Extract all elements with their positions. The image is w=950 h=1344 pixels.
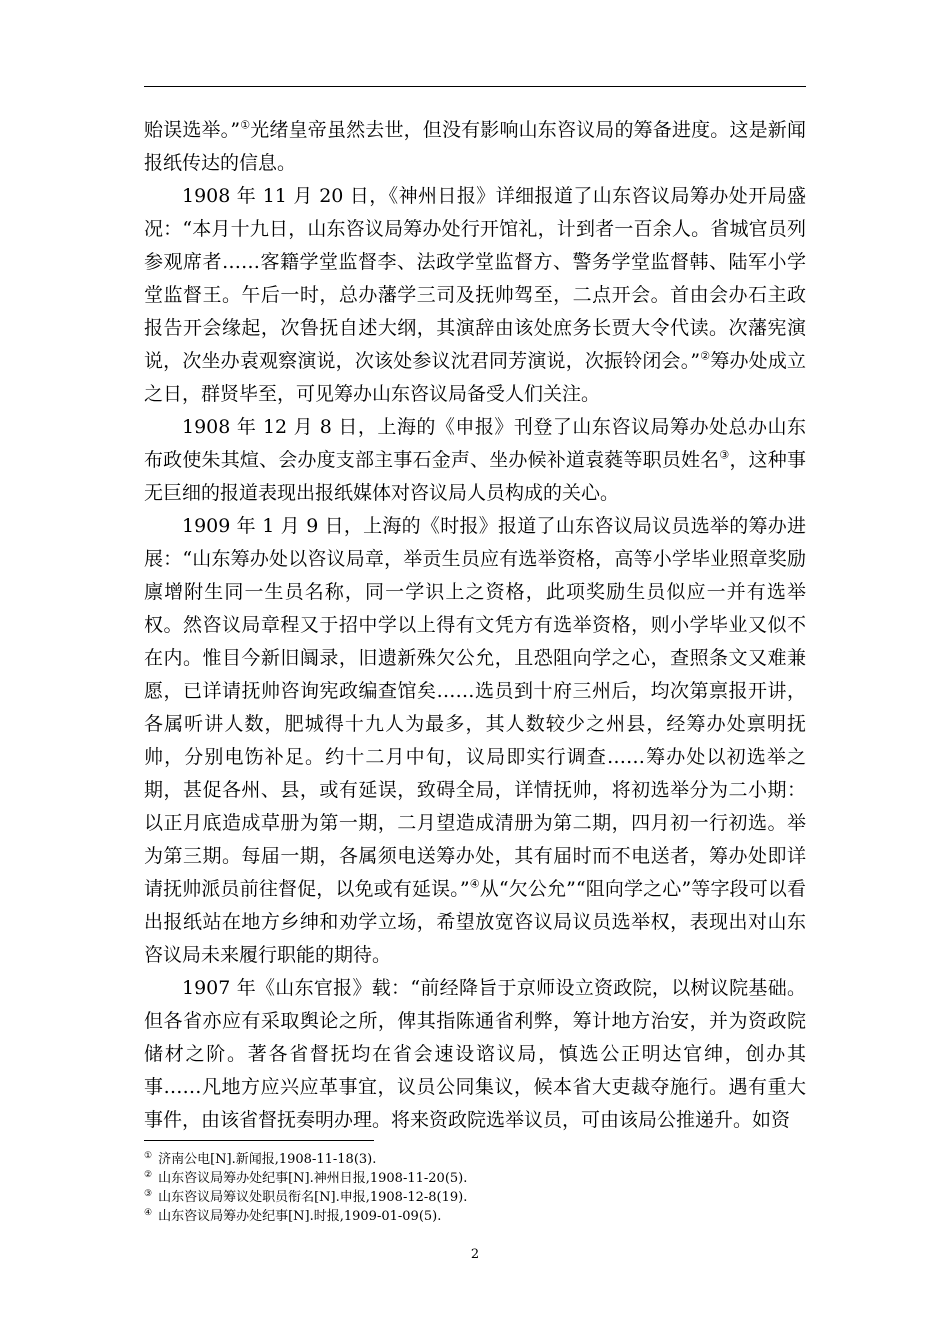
footnote-separator	[144, 1140, 374, 1141]
body-text	[144, 114, 806, 1137]
footnote-2	[144, 1169, 806, 1188]
paragraph-4: 1909 年 1 月 9 日，上海的《时报》报道了山东咨议局议员选举的筹办进展：“山东筹办处以咨议局章，举贡生员应有选举资格，高等小学毕业照章奖励廪增附生同一生员名称，同一学识上之资格，此项奖励生员似应一并有选举权。然咨议局章程又于招中学以上得有文凭方有选举资格，则小学毕业又似不在内。惟目今新旧阘录，旧遗新殊欠公允，且恐阻向学之心，查照条文又难兼愿，已详请抚帅咨询宪政编查馆矣……选员到十府三州后，均次第禀报开讲，各属听讲人数，肥城得十九人为最多，其人数较少之州县，经筹办处禀明抚帅，分别电饬补足。约十二月中旬，议局即实行调查……筹办处以初选举之期，甚促各州、县，或有延误，致碍全局，详情抚帅，将初选举分为二小期：以正月底造成草册为第一期，二月望造成清册为第二期，四月初一行初选。举为第三期。每届一期，各属须电送筹办处，其有届时而不电送者，筹办处即详请抚帅派员前往督促，以免或有延误。”④从“欠公允”“阻向学之心”等字段可以看出报纸站在地方乡绅和劝学立场，希望放宽咨议局议员选举权，表现出对山东咨议局未来履行职能的期待。	[144, 515, 807, 966]
footnote-ref-2[interactable]: ②	[700, 349, 711, 363]
paragraph-5: 1907 年《山东官报》载：“前经降旨于京师设立资政院，以树议院基础。但各省亦应有采取舆论之所，俾其指陈通省利弊，筹计地方治安，并为资政院储材之阶。著各省督抚均在省会速设谘议局，慎选公正明达官绅，创办其事……凡地方应兴应革事宜，议员公同集议，候本省大吏裁夺施行。遇有重大事件，由该省督抚奏明办理。将来资政院选举议员，可由该局公推递升。如资	[144, 977, 806, 1131]
footnote-text: 山东咨议局筹办处纪事[N].时报,1909-01-09(5).	[158, 1209, 442, 1224]
footnote-4	[144, 1207, 806, 1226]
footnote-text: 山东咨议局筹议处职员衔名[N].申报,1908-12-8(19).	[158, 1190, 468, 1205]
paragraph-3: 1908 年 12 月 8 日，上海的《申报》刊登了山东咨议局筹办处总办山东布政使朱其煊、会办度支部主事石金声、坐办候补道袁蕤等职员姓名③，这种事无巨细的报道表现出报纸媒体对咨议局人员构成的关心。	[144, 416, 806, 504]
footnote-3	[144, 1188, 806, 1207]
footnotes	[144, 1150, 806, 1226]
footnote-marker: ③	[144, 1188, 153, 1199]
footnote-marker: ①	[144, 1150, 153, 1161]
page-number: 2	[470, 1247, 480, 1262]
paragraph-1: 贻误选举。”①光绪皇帝虽然去世，但没有影响山东咨议局的筹备进度。这是新闻报纸传达的信息。	[144, 118, 806, 174]
footnote-marker: ④	[144, 1207, 153, 1218]
paragraph-2: 1908 年 11 月 20 日，《神州日报》详细报道了山东咨议局筹办处开局盛况：“本月十九日，山东咨议局筹办处行开馆礼，计到者一百余人。省城官员列参观席者……客籍学堂监督李、法政学堂监督方、警务学堂监督韩、陆军小学堂监督王。午后一时，总办藩学三司及抚帅驾至，二点开会。首由会办石主政报告开会缘起，次鲁抚自述大纲，其演辞由该处庶务长贾大令代读。次藩宪演说，次坐办袁观察演说，次该处参议沈君同芳演说，次振铃闭会。”②筹办处成立之日，群贤毕至，可见筹办山东咨议局备受人们关注。	[144, 185, 806, 405]
footnote-ref-1[interactable]: ①	[240, 118, 251, 132]
footnote-ref-4[interactable]: ④	[469, 877, 480, 891]
footnote-ref-3[interactable]: ③	[719, 448, 730, 462]
footnote-text: 山东咨议局筹办处纪事[N].神州日报,1908-11-20(5).	[158, 1171, 468, 1186]
footnote-text: 济南公电[N].新闻报,1908-11-18(3).	[158, 1152, 377, 1167]
footnote-marker: ②	[144, 1169, 153, 1180]
footnote-1	[144, 1150, 806, 1169]
header-rule	[144, 86, 806, 87]
